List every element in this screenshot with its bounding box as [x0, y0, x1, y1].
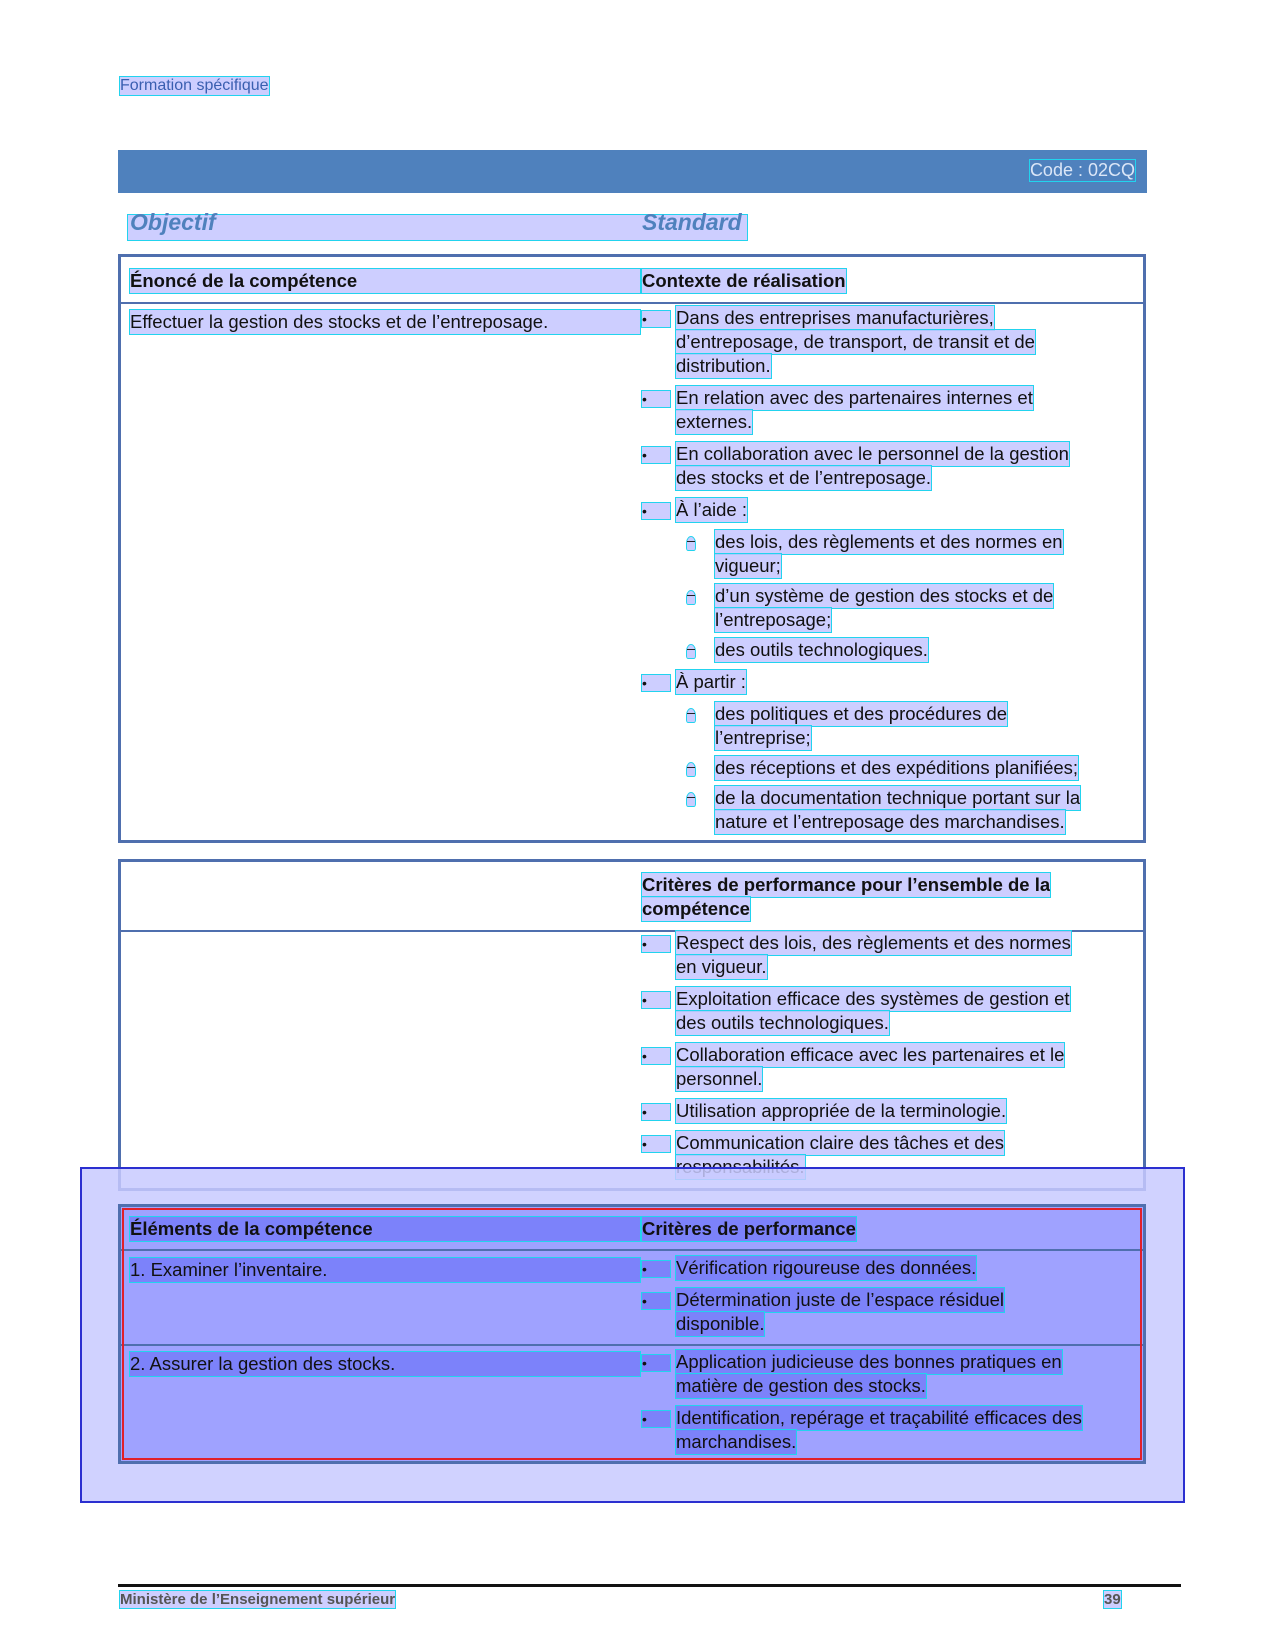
sub-bullet-icon	[686, 708, 696, 723]
critere-ensemble-item: Respect des lois, des règlements et des normes	[676, 932, 1071, 953]
contexte-item: À l’aide :	[676, 499, 747, 520]
footer-page-number: 39	[1104, 1591, 1121, 1608]
bullet-icon: •	[642, 936, 670, 952]
code-bar	[118, 150, 1147, 193]
standard-title: Standard	[642, 209, 742, 235]
objectif-title: Objectif	[130, 209, 216, 235]
element-item: 1. Examiner l’inventaire.	[130, 1258, 640, 1282]
element-critere-item: disponible.	[676, 1313, 765, 1334]
sub-bullet-icon	[686, 762, 696, 777]
contexte-sub-item: d’un système de gestion des stocks et de	[715, 585, 1054, 606]
element-item: 2. Assurer la gestion des stocks.	[130, 1352, 640, 1376]
contexte-item: Dans des entreprises manufacturières,	[676, 307, 994, 328]
critere-ensemble-item: Exploitation efficace des systèmes de gestion et	[676, 988, 1070, 1009]
contexte-item: externes.	[676, 411, 753, 432]
contexte-item: des stocks et de l’entreposage.	[676, 467, 932, 488]
element-critere-item: marchandises.	[676, 1431, 797, 1452]
elements-criteres-heading: Critères de performance	[642, 1218, 856, 1239]
bullet-icon: •	[642, 1136, 670, 1152]
elements-heading: Éléments de la compétence	[130, 1217, 640, 1241]
code-label: Code : 02CQ	[1029, 160, 1135, 180]
contexte-sub-item: nature et l’entreposage des marchandises.	[715, 811, 1065, 832]
bullet-icon: •	[642, 311, 670, 327]
bullet-icon: •	[642, 1048, 670, 1064]
contexte-sub-item: des politiques et des procédures de	[715, 703, 1008, 724]
critere-ensemble-item: Utilisation appropriée de la terminologie.	[676, 1100, 1007, 1121]
contexte-sub-item: l’entreprise;	[715, 727, 811, 748]
contexte-item: En relation avec des partenaires internes et	[676, 387, 1033, 408]
sub-bullet-icon	[686, 644, 696, 659]
sub-bullet-icon	[686, 536, 696, 551]
contexte-sub-item: vigueur;	[715, 555, 781, 576]
bullet-icon: •	[642, 1293, 670, 1309]
contexte-item: d’entreposage, de transport, de transit et de	[676, 331, 1035, 352]
competence-header-rule	[121, 302, 1143, 304]
critere-ensemble-item: en vigueur.	[676, 956, 767, 977]
element-critere-item: matière de gestion des stocks.	[676, 1375, 926, 1396]
program-label: Formation spécifique	[120, 77, 269, 94]
bullet-icon: •	[642, 1411, 670, 1427]
element-critere-item: Identification, repérage et traçabilité efficaces des	[676, 1407, 1082, 1428]
contexte-sub-item: des lois, des règlements et des normes en	[715, 531, 1063, 552]
bullet-icon: •	[642, 1355, 670, 1371]
contexte-heading: Contexte de réalisation	[642, 270, 846, 291]
sub-bullet-icon	[686, 590, 696, 605]
element-critere-item: Vérification rigoureuse des données.	[676, 1257, 977, 1278]
bullet-icon: •	[642, 1261, 670, 1277]
sub-bullet-icon	[686, 792, 696, 807]
footer-rule	[118, 1584, 1181, 1587]
footer-ministry: Ministère de l’Enseignement supérieur	[120, 1591, 396, 1608]
enonce-text: Effectuer la gestion des stocks et de l’entreposage.	[130, 310, 640, 334]
criteres-ensemble-heading-2: compétence	[642, 898, 750, 919]
bullet-icon: •	[642, 1104, 670, 1120]
contexte-item: À partir :	[676, 671, 746, 692]
bullet-icon: •	[642, 447, 670, 463]
critere-ensemble-item: Collaboration efficace avec les partenaires et le	[676, 1044, 1065, 1065]
bullet-icon: •	[642, 391, 670, 407]
criteres-ensemble-heading-1: Critères de performance pour l’ensemble de la	[642, 874, 1051, 895]
contexte-sub-item: des réceptions et des expéditions planifiées;	[715, 757, 1079, 778]
bullet-icon: •	[642, 503, 670, 519]
critere-ensemble-item: personnel.	[676, 1068, 763, 1089]
element-critere-item: Détermination juste de l’espace résiduel	[676, 1289, 1005, 1310]
contexte-sub-item: de la documentation technique portant sur la	[715, 787, 1081, 808]
bullet-icon: •	[642, 992, 670, 1008]
bullet-icon: •	[642, 675, 670, 691]
critere-ensemble-item: des outils technologiques.	[676, 1012, 889, 1033]
contexte-item: distribution.	[676, 355, 771, 376]
contexte-sub-item: l’entreposage;	[715, 609, 832, 630]
element-critere-item: Application judicieuse des bonnes pratiques en	[676, 1351, 1062, 1372]
contexte-sub-item: des outils technologiques.	[715, 639, 928, 660]
contexte-item: En collaboration avec le personnel de la gestion	[676, 443, 1069, 464]
enonce-heading: Énoncé de la compétence	[130, 269, 640, 293]
critere-ensemble-item: Communication claire des tâches et des	[676, 1132, 1005, 1153]
